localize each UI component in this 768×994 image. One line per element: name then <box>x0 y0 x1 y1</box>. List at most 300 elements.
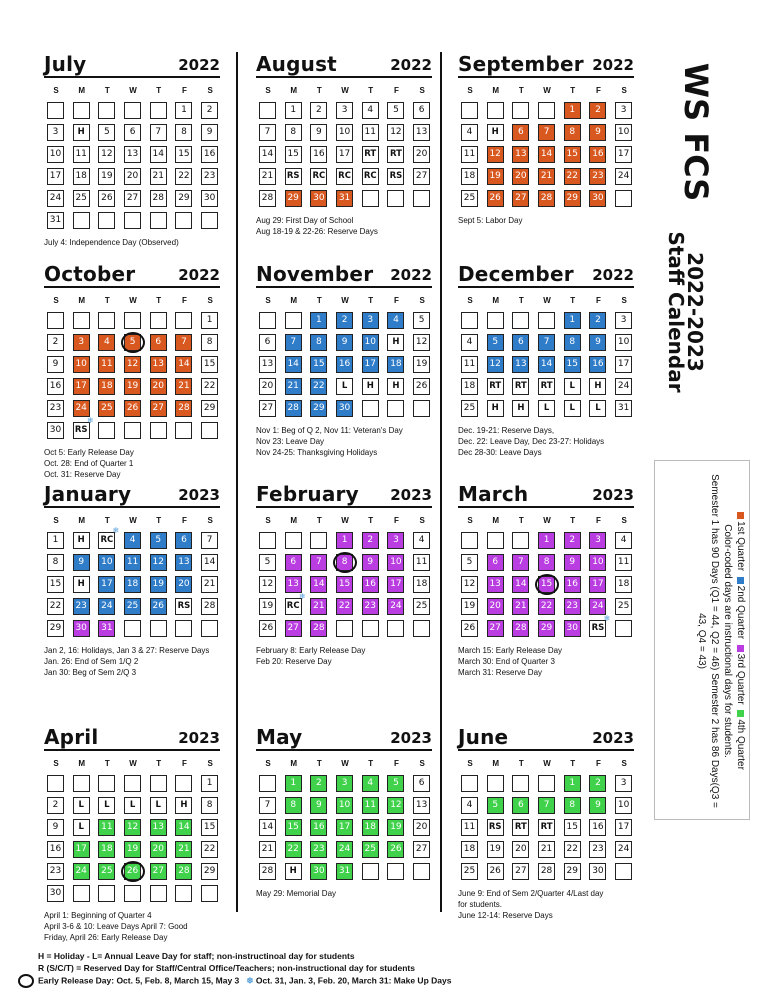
day-cell: 10 <box>73 356 90 373</box>
month-year: 2023 <box>390 486 432 504</box>
day-cell <box>512 312 529 329</box>
month-notes <box>458 215 634 226</box>
note-line: June 12-14: Reserve Days <box>458 911 553 920</box>
day-cell <box>73 102 90 119</box>
month-january <box>44 482 220 678</box>
day-cell: RT <box>512 819 529 836</box>
day-cell: 11 <box>461 356 478 373</box>
snowflake-icon: ❄ <box>298 592 306 601</box>
note-line: Oct 5: Early Release Day <box>44 448 134 457</box>
weekday-label: F <box>181 516 187 525</box>
month-notes <box>256 888 432 899</box>
month-june <box>458 725 634 921</box>
day-cell: 10 <box>615 334 632 351</box>
day-cell: 9 <box>310 124 327 141</box>
day-cell: 13 <box>124 146 141 163</box>
quarter-legend-box <box>654 460 750 820</box>
day-cell: 29 <box>310 400 327 417</box>
day-cell: 17 <box>589 576 606 593</box>
day-cell: 1 <box>175 102 192 119</box>
day-cell: 14 <box>285 356 302 373</box>
weekday-label: T <box>156 516 162 525</box>
note-line: Jan 30: Beg of Sem 2/Q 3 <box>44 668 137 677</box>
day-cell: L <box>124 797 141 814</box>
month-september <box>458 52 634 226</box>
day-cell: 11 <box>461 819 478 836</box>
day-cell: 2 <box>47 334 64 351</box>
day-cell <box>487 102 504 119</box>
weekday-label: S <box>265 296 271 305</box>
day-cell <box>387 863 404 880</box>
day-cell: 6 <box>487 554 504 571</box>
note-line: June 9: End of Sem 2/Quarter 4/Last day <box>458 889 604 898</box>
day-cell <box>413 400 430 417</box>
day-cell: 8 <box>336 554 353 571</box>
month-notes <box>458 888 634 921</box>
day-cell: 21 <box>285 378 302 395</box>
day-cell: 18 <box>124 576 141 593</box>
day-cell: 23 <box>589 841 606 858</box>
month-notes <box>458 645 634 678</box>
day-cell: 18 <box>461 168 478 185</box>
month-notes <box>256 215 432 237</box>
semester-note: Semester 1 has 90 Days (Q1 = 44, Q2 = 46) Semester 2 has 86 Days(Q3 = 43, Q4 = 43) <box>696 474 720 808</box>
day-cell <box>124 620 141 637</box>
day-cell: 2 <box>201 102 218 119</box>
snowflake-icon: ❄ <box>112 526 120 535</box>
early-release-ring-icon <box>535 574 559 595</box>
day-cell: 12 <box>98 146 115 163</box>
day-cell: 25 <box>461 863 478 880</box>
month-name: January <box>44 482 132 506</box>
day-cell: 25 <box>73 190 90 207</box>
q4-label: 4th Quarter <box>735 719 746 770</box>
month-name: September <box>458 52 584 76</box>
day-cell: 17 <box>362 356 379 373</box>
day-cell: 16 <box>589 356 606 373</box>
month-name: December <box>458 262 574 286</box>
day-cell: 15 <box>336 576 353 593</box>
day-cell: 12 <box>487 146 504 163</box>
weekday-label: W <box>341 759 349 768</box>
day-cell: 3 <box>387 532 404 549</box>
weekday-label: S <box>265 86 271 95</box>
day-cell: 20 <box>512 841 529 858</box>
weekday-label: S <box>53 296 59 305</box>
day-cell <box>387 190 404 207</box>
day-cell: 20 <box>487 598 504 615</box>
month-year: 2023 <box>592 729 634 747</box>
day-cell <box>285 312 302 329</box>
day-cell: 18 <box>413 576 430 593</box>
day-cell <box>461 312 478 329</box>
day-cell <box>362 190 379 207</box>
day-cell: 11 <box>413 554 430 571</box>
weekday-label: S <box>621 296 627 305</box>
day-cell: 14 <box>259 819 276 836</box>
month-year: 2022 <box>390 56 432 74</box>
note-line: Oct. 31: Reserve Day <box>44 470 121 479</box>
day-cell: 23 <box>310 841 327 858</box>
day-cell: 7 <box>150 124 167 141</box>
day-cell: 25 <box>461 400 478 417</box>
month-name: March <box>458 482 529 506</box>
day-cell: 11 <box>461 146 478 163</box>
day-cell: 28 <box>538 863 555 880</box>
day-cell: 26 <box>387 841 404 858</box>
day-cell: 4 <box>461 334 478 351</box>
weekday-label: S <box>621 516 627 525</box>
day-cell: 30 <box>73 620 90 637</box>
weekday-label: T <box>570 516 576 525</box>
day-cell: 21 <box>175 841 192 858</box>
day-cell: RT <box>387 146 404 163</box>
day-cell <box>461 532 478 549</box>
day-cell: 10 <box>362 334 379 351</box>
day-cell: L <box>589 400 606 417</box>
month-name: August <box>256 52 337 76</box>
day-cell <box>98 422 115 439</box>
weekday-label: W <box>341 516 349 525</box>
day-cell: 17 <box>73 378 90 395</box>
day-cell: 20 <box>512 168 529 185</box>
day-cell: 8 <box>47 554 64 571</box>
day-cell: 3 <box>336 102 353 119</box>
day-cell: H <box>487 124 504 141</box>
day-cell: 13 <box>487 576 504 593</box>
district-logo: WS FCS <box>677 62 715 202</box>
day-cell <box>310 532 327 549</box>
day-cell <box>175 775 192 792</box>
weekday-label: F <box>595 759 601 768</box>
day-cell: 14 <box>201 554 218 571</box>
month-name: June <box>458 725 509 749</box>
day-cell: 12 <box>387 797 404 814</box>
day-cell: 10 <box>98 554 115 571</box>
day-cell: L <box>336 378 353 395</box>
day-cell: RC <box>310 168 327 185</box>
day-cell: 29 <box>285 190 302 207</box>
weekday-label: F <box>181 759 187 768</box>
day-cell: L <box>150 797 167 814</box>
note-line: Aug 29: First Day of School <box>256 216 354 225</box>
weekday-label: S <box>207 516 213 525</box>
day-cell: 19 <box>413 356 430 373</box>
day-cell: 3 <box>615 102 632 119</box>
day-cell: 19 <box>461 598 478 615</box>
day-cell: 9 <box>589 797 606 814</box>
day-cell <box>150 422 167 439</box>
day-cell <box>201 620 218 637</box>
weekday-label: T <box>518 86 524 95</box>
weekday-label: M <box>492 759 500 768</box>
weekday-label: S <box>207 86 213 95</box>
day-cell: 21 <box>259 841 276 858</box>
day-cell: 27 <box>259 400 276 417</box>
day-cell: 18 <box>73 168 90 185</box>
day-cell: 5 <box>413 312 430 329</box>
day-cell: 17 <box>615 356 632 373</box>
day-cell <box>259 532 276 549</box>
day-cell: 11 <box>362 797 379 814</box>
snowflake-icon: ❄ <box>246 975 254 986</box>
month-november <box>256 262 432 458</box>
weekday-label: M <box>290 86 298 95</box>
day-cell: 10 <box>47 146 64 163</box>
day-cell: 11 <box>98 356 115 373</box>
day-cell: 16 <box>564 576 581 593</box>
day-cell: 29 <box>175 190 192 207</box>
day-cell <box>538 312 555 329</box>
day-cell: 16 <box>362 576 379 593</box>
day-cell <box>175 620 192 637</box>
day-cell: RT <box>538 378 555 395</box>
note-line: February 8: Early Release Day <box>256 646 366 655</box>
weekday-label: S <box>207 296 213 305</box>
day-cell: 20 <box>413 146 430 163</box>
day-cell: 26 <box>461 620 478 637</box>
day-cell: 3 <box>615 312 632 329</box>
day-cell <box>98 885 115 902</box>
day-cell: 14 <box>538 356 555 373</box>
day-cell <box>259 312 276 329</box>
note-line: Nov 24-25: Thanksgiving Holidays <box>256 448 378 457</box>
note-line: May 29: Memorial Day <box>256 889 337 898</box>
day-cell: 12 <box>461 576 478 593</box>
day-cell: 24 <box>47 190 64 207</box>
day-cell: 10 <box>589 554 606 571</box>
day-cell: 28 <box>285 400 302 417</box>
day-cell: 30 <box>336 400 353 417</box>
day-cell: 29 <box>201 863 218 880</box>
day-cell: 20 <box>150 378 167 395</box>
day-cell: 23 <box>73 598 90 615</box>
day-cell: 8 <box>564 797 581 814</box>
page-title: 2022-2023 Staff Calendar <box>664 231 707 393</box>
day-cell: L <box>73 797 90 814</box>
day-cell: 21 <box>310 598 327 615</box>
day-cell: 25 <box>98 400 115 417</box>
day-cell: 20 <box>150 841 167 858</box>
day-cell <box>175 422 192 439</box>
day-cell: 1 <box>47 532 64 549</box>
day-cell: RS ❄ <box>73 422 90 439</box>
day-cell <box>512 102 529 119</box>
month-notes <box>44 645 220 678</box>
day-cell: 7 <box>538 334 555 351</box>
day-cell: 16 <box>310 819 327 836</box>
day-cell: 27 <box>285 620 302 637</box>
day-cell: 5 <box>387 102 404 119</box>
day-cell: 28 <box>512 620 529 637</box>
day-cell <box>175 885 192 902</box>
day-cell: 12 <box>413 334 430 351</box>
note-line: April 3-6 & 10: Leave Days April 7: Good <box>44 922 188 931</box>
day-cell: 8 <box>564 334 581 351</box>
day-cell: 23 <box>47 400 64 417</box>
day-cell: 22 <box>201 378 218 395</box>
month-august <box>256 52 432 237</box>
month-february <box>256 482 432 667</box>
note-line: Nov 23: Leave Day <box>256 437 325 446</box>
day-cell: 21 <box>538 841 555 858</box>
day-cell <box>150 620 167 637</box>
day-cell: L <box>564 378 581 395</box>
day-cell: 29 <box>538 620 555 637</box>
day-cell: H <box>285 863 302 880</box>
day-cell: 4 <box>98 334 115 351</box>
weekday-label: T <box>156 296 162 305</box>
day-cell: 15 <box>310 356 327 373</box>
day-cell: 28 <box>259 190 276 207</box>
day-cell: 22 <box>47 598 64 615</box>
early-release-ring-icon <box>121 861 145 882</box>
day-cell <box>259 775 276 792</box>
day-cell: 24 <box>615 378 632 395</box>
day-cell <box>201 422 218 439</box>
weekday-label: W <box>543 516 551 525</box>
day-cell: 8 <box>310 334 327 351</box>
weekday-label: T <box>368 296 374 305</box>
weekday-label: T <box>368 86 374 95</box>
day-cell: H <box>512 400 529 417</box>
weekday-label: M <box>78 296 86 305</box>
day-cell: 15 <box>564 819 581 836</box>
day-cell: H <box>487 400 504 417</box>
day-cell: 4 <box>461 797 478 814</box>
snowflake-icon: ❄ <box>86 416 94 425</box>
weekday-label: T <box>104 86 110 95</box>
day-cell: 13 <box>175 554 192 571</box>
month-july <box>44 52 220 248</box>
day-cell <box>73 885 90 902</box>
day-cell: RC ❄ <box>285 598 302 615</box>
day-cell <box>413 190 430 207</box>
day-cell: 3 <box>336 775 353 792</box>
day-cell: 15 <box>564 356 581 373</box>
day-cell: 26 <box>413 378 430 395</box>
day-cell: 10 <box>336 124 353 141</box>
weekday-label: M <box>290 759 298 768</box>
day-cell: RS <box>387 168 404 185</box>
day-cell <box>124 102 141 119</box>
weekday-label: T <box>156 759 162 768</box>
day-cell: H <box>73 124 90 141</box>
day-cell: 12 <box>150 554 167 571</box>
weekday-label: F <box>393 86 399 95</box>
day-cell: 25 <box>461 190 478 207</box>
day-cell: 31 <box>615 400 632 417</box>
day-cell: 17 <box>73 841 90 858</box>
weekday-label: W <box>543 759 551 768</box>
note-line: for students. <box>458 900 503 909</box>
day-cell: 3 <box>362 312 379 329</box>
day-cell: 28 <box>259 863 276 880</box>
day-cell: 5 <box>98 124 115 141</box>
day-cell: 9 <box>336 334 353 351</box>
day-cell: RT <box>487 378 504 395</box>
day-cell: 25 <box>124 598 141 615</box>
day-cell: H <box>175 797 192 814</box>
day-cell: 7 <box>538 797 555 814</box>
legend <box>0 950 451 988</box>
day-cell: 1 <box>336 532 353 549</box>
day-cell: 5 <box>259 554 276 571</box>
day-cell: 3 <box>47 124 64 141</box>
weekday-label: S <box>419 86 425 95</box>
day-cell: 16 <box>310 146 327 163</box>
day-cell: 15 <box>285 819 302 836</box>
day-cell: 15 <box>201 819 218 836</box>
day-cell: 4 <box>387 312 404 329</box>
day-cell: 23 <box>362 598 379 615</box>
day-cell: 6 <box>150 334 167 351</box>
day-cell: 23 <box>589 168 606 185</box>
day-cell: 29 <box>47 620 64 637</box>
day-cell <box>47 102 64 119</box>
month-notes <box>44 910 220 943</box>
note-line: March 15: Early Release Day <box>458 646 563 655</box>
day-cell: 26 <box>150 598 167 615</box>
day-cell: RT <box>538 819 555 836</box>
day-cell: RS <box>175 598 192 615</box>
day-cell: 18 <box>98 841 115 858</box>
day-cell <box>98 775 115 792</box>
month-march <box>458 482 634 678</box>
day-cell: 1 <box>201 312 218 329</box>
day-cell: 30 <box>47 422 64 439</box>
day-cell <box>285 532 302 549</box>
weekday-label: T <box>104 759 110 768</box>
day-cell: 6 <box>259 334 276 351</box>
q2-label: 2nd Quarter <box>735 585 746 640</box>
day-cell: 10 <box>387 554 404 571</box>
column-divider <box>440 52 442 912</box>
day-cell: 8 <box>175 124 192 141</box>
weekday-label: M <box>290 516 298 525</box>
day-cell: 2 <box>589 775 606 792</box>
day-cell: 24 <box>336 841 353 858</box>
day-cell: 20 <box>124 168 141 185</box>
snowflake-icon: ❄ <box>603 614 611 623</box>
day-cell <box>175 212 192 229</box>
day-cell <box>47 312 64 329</box>
day-cell: 13 <box>413 124 430 141</box>
day-cell: 22 <box>310 378 327 395</box>
month-notes <box>256 645 432 667</box>
day-cell: 14 <box>150 146 167 163</box>
note-line: April 1: Beginning of Quarter 4 <box>44 911 152 920</box>
day-cell: 6 <box>512 334 529 351</box>
day-cell: H <box>589 378 606 395</box>
weekday-label: F <box>595 296 601 305</box>
day-cell: 16 <box>47 378 64 395</box>
day-cell: 26 <box>124 863 141 880</box>
day-cell: 24 <box>589 598 606 615</box>
day-cell: 11 <box>615 554 632 571</box>
day-cell: H <box>362 378 379 395</box>
day-cell <box>487 775 504 792</box>
day-cell: 12 <box>124 819 141 836</box>
day-cell: 30 <box>589 190 606 207</box>
note-line: July 4: Independence Day (Observed) <box>44 238 179 247</box>
day-cell: 31 <box>47 212 64 229</box>
legend-reserve: R (S/C/T) = Reserved Day for Staff/Central Office/Teachers; non-instructional day for students <box>38 963 415 973</box>
day-cell <box>98 312 115 329</box>
day-cell: RS <box>285 168 302 185</box>
day-cell: L <box>98 797 115 814</box>
day-cell: 17 <box>336 146 353 163</box>
